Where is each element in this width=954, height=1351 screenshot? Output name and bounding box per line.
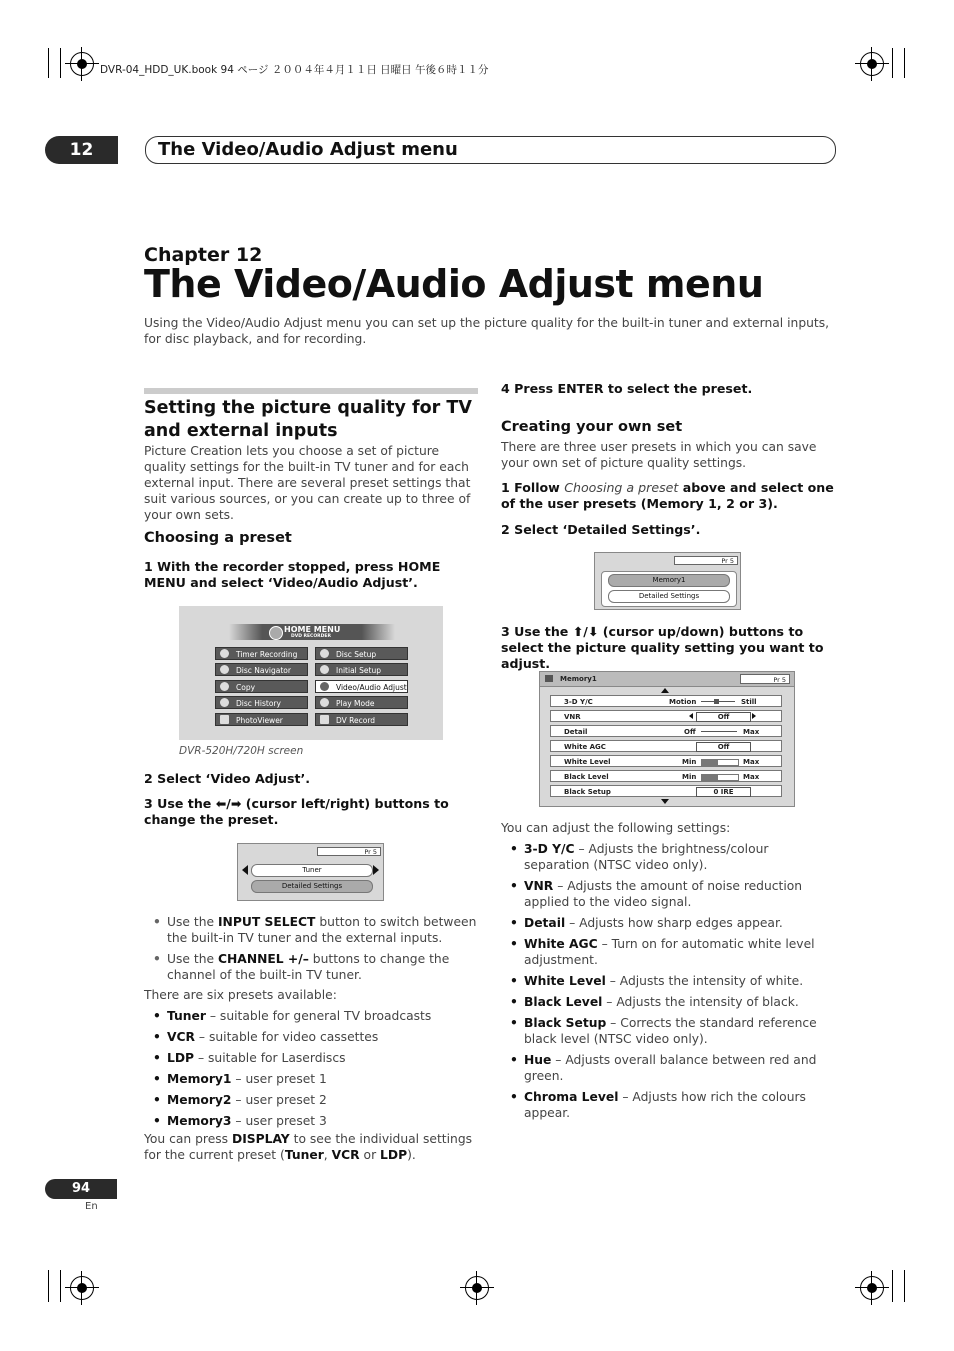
menu-item-initial-setup[interactable]: Initial Setup — [315, 663, 408, 676]
program-indicator: Pr 5 — [674, 556, 738, 565]
menu-item-disc-history[interactable]: Disc History — [215, 696, 308, 709]
arrow-left-icon[interactable] — [689, 713, 693, 719]
program-indicator: Pr 5 — [317, 847, 381, 856]
slider-thumb[interactable] — [714, 699, 719, 704]
registration-mark-icon — [860, 52, 884, 76]
setting-item: • Black Level – Adjusts the intensity of black. — [501, 994, 837, 1010]
step-3: 3 Use the ⬅/➡ (cursor left/right) buttons to change the preset. — [144, 796, 449, 827]
menu-item-video-audio-adjust[interactable]: Video/Audio Adjust — [315, 680, 408, 693]
setting-row-white-level[interactable]: White Level Min Max — [550, 755, 782, 767]
chapter-label: Chapter 12 — [144, 244, 263, 266]
video-audio-icon — [320, 682, 329, 691]
history-icon — [220, 698, 229, 707]
setting-row-detail[interactable]: Detail Off Max — [550, 725, 782, 737]
settings-list — [501, 841, 837, 1126]
registration-mark-icon — [70, 52, 94, 76]
video-icon — [545, 675, 553, 682]
intro-paragraph: Using the Video/Audio Adjust menu you can set up the picture quality for the built-in tuner and external inputs, for disc playback, and for recording. — [144, 316, 830, 346]
dv-icon — [320, 715, 329, 724]
scroll-up-icon[interactable] — [661, 688, 669, 693]
arrow-left-icon[interactable] — [242, 865, 248, 875]
menu-item-copy[interactable]: Copy — [215, 680, 308, 693]
setting-item: • Black Setup – Corrects the standard reference black level (NTSC video only). — [501, 1015, 837, 1047]
step-4: 4 Press ENTER to select the preset. — [501, 381, 753, 396]
arrow-right-icon[interactable] — [373, 865, 379, 875]
right-step-3: 3 Use the ⬆/⬇ (cursor up/down) buttons to select the picture quality setting you want to adjust. — [501, 624, 824, 671]
setting-row-white-agc[interactable]: White AGC Off — [550, 740, 782, 752]
home-menu-title: HOME MENU — [284, 625, 341, 634]
setting-row-vnr[interactable]: VNR Off — [550, 710, 782, 722]
step-1: 1 With the recorder stopped, press HOME MENU and select ‘Video/Audio Adjust’. — [144, 559, 441, 590]
menu-item-dv-record[interactable]: DV Record — [315, 713, 408, 726]
right-step-1: 1 Follow Choosing a preset above and select one of the user presets (Memory 1, 2 or 3). — [501, 480, 834, 511]
screen-title: Memory1 — [560, 675, 597, 683]
setting-row-black-level[interactable]: Black Level Min Max — [550, 770, 782, 782]
preset-item: • LDP – suitable for Laserdiscs — [144, 1050, 480, 1066]
disc-setup-icon — [320, 649, 329, 658]
preset-list — [144, 1008, 480, 1134]
crop-mark — [48, 1270, 49, 1302]
preset-selector[interactable]: Memory1 — [608, 574, 730, 587]
setting-item: • VNR – Adjusts the amount of noise reduction applied to the video signal. — [501, 878, 837, 910]
disc-icon — [269, 626, 283, 640]
registration-mark-icon — [465, 1276, 489, 1300]
program-indicator: Pr 5 — [740, 674, 790, 684]
setting-row-3d-yc[interactable]: 3-D Y/C Motion Still — [550, 695, 782, 707]
level-bar — [701, 774, 739, 781]
preset-item: • Tuner – suitable for general TV broadcasts — [144, 1008, 480, 1024]
detailed-settings-button[interactable]: Detailed Settings — [608, 590, 730, 603]
menu-item-disc-setup[interactable]: Disc Setup — [315, 647, 408, 660]
setting-row-black-setup[interactable]: Black Setup 0 IRE — [550, 785, 782, 797]
registration-mark-icon — [860, 1276, 884, 1300]
usage-bullets — [144, 914, 480, 988]
bullet-channel: • Use the CHANNEL +/– buttons to change the channel of the built-in TV tuner. — [144, 951, 480, 983]
preset-item: • Memory2 – user preset 2 — [144, 1092, 480, 1108]
scroll-down-icon[interactable] — [661, 799, 669, 804]
setting-item: • 3-D Y/C – Adjusts the brightness/colour separation (NTSC video only). — [501, 841, 837, 873]
section-heading: Setting the picture quality for TV and external inputs — [144, 398, 472, 441]
crop-mark — [904, 48, 905, 78]
level-bar — [701, 759, 739, 766]
preset-screen — [237, 843, 384, 901]
section-paragraph: Picture Creation lets you choose a set of picture quality settings for the built-in TV tuner and for each external input. There are several preset settings that suit various sources, or you can create up to three of your own sets. — [144, 444, 471, 522]
crop-mark — [60, 48, 61, 78]
slider-track — [701, 731, 737, 732]
language-code: En — [85, 1201, 98, 1212]
creating-paragraph: There are three user presets in which you can save your own set of picture quality settings. — [501, 440, 817, 470]
photo-icon — [220, 715, 229, 724]
crop-mark — [892, 48, 893, 78]
setting-item: • White AGC – Turn on for automatic white level adjustment. — [501, 936, 837, 968]
setting-item: • Chroma Level – Adjusts how rich the colours appear. — [501, 1089, 837, 1121]
screen-caption: DVR-520H/720H screen — [179, 745, 304, 757]
play-mode-icon — [320, 698, 329, 707]
gear-icon — [320, 665, 329, 674]
detailed-settings-button[interactable]: Detailed Settings — [251, 880, 373, 893]
crop-mark — [892, 1270, 893, 1302]
crop-mark — [904, 1270, 905, 1302]
crop-mark — [48, 48, 49, 78]
memory-preset-screen — [594, 552, 741, 610]
running-title: The Video/Audio Adjust menu — [158, 139, 458, 160]
home-menu-subtitle: DVD RECORDER — [291, 634, 331, 639]
setting-item: • Hue – Adjusts overall balance between red and green. — [501, 1052, 837, 1084]
preset-item: • Memory1 – user preset 1 — [144, 1071, 480, 1087]
menu-item-photoviewer[interactable]: PhotoViewer — [215, 713, 308, 726]
subheading-choosing-preset: Choosing a preset — [144, 530, 292, 546]
disc-icon — [220, 665, 229, 674]
setting-item: • White Level – Adjusts the intensity of white. — [501, 973, 837, 989]
step-2: 2 Select ‘Video Adjust’. — [144, 771, 311, 786]
display-paragraph: You can press DISPLAY to see the individual settings for the current preset (Tuner, VCR or LDP). — [144, 1132, 473, 1162]
registration-mark-icon — [70, 1276, 94, 1300]
presets-intro: There are six presets available: — [144, 988, 337, 1002]
menu-item-timer-recording[interactable]: Timer Recording — [215, 647, 308, 660]
detailed-settings-screen — [539, 671, 795, 807]
crop-mark — [60, 1270, 61, 1302]
subheading-creating-set: Creating your own set — [501, 419, 683, 435]
arrow-right-icon[interactable] — [752, 713, 756, 719]
setting-item: • Detail – Adjusts how sharp edges appear. — [501, 915, 837, 931]
right-step-2: 2 Select ‘Detailed Settings’. — [501, 522, 701, 537]
menu-item-disc-navigator[interactable]: Disc Navigator — [215, 663, 308, 676]
page-title: The Video/Audio Adjust menu — [144, 262, 764, 306]
running-title-bar — [145, 136, 836, 164]
home-menu-screen — [179, 606, 443, 740]
copy-icon — [220, 682, 229, 691]
chapter-number-tab: 12 — [45, 136, 118, 164]
section-rule — [144, 388, 478, 394]
preset-selector[interactable]: Tuner — [251, 864, 373, 877]
page-number: 94 — [45, 1179, 117, 1199]
preset-item: • VCR – suitable for video cassettes — [144, 1029, 480, 1045]
preset-item: • Memory3 – user preset 3 — [144, 1113, 480, 1129]
adjust-intro: You can adjust the following settings: — [501, 821, 731, 835]
print-header: DVR-04_HDD_UK.book 94 ページ ２００４年４月１１日 日曜日 午後６時１１分 — [100, 64, 489, 76]
bullet-input-select: • Use the INPUT SELECT button to switch between the built-in TV tuner and the external inputs. — [144, 914, 480, 946]
clock-icon — [220, 649, 229, 658]
menu-item-play-mode[interactable]: Play Mode — [315, 696, 408, 709]
